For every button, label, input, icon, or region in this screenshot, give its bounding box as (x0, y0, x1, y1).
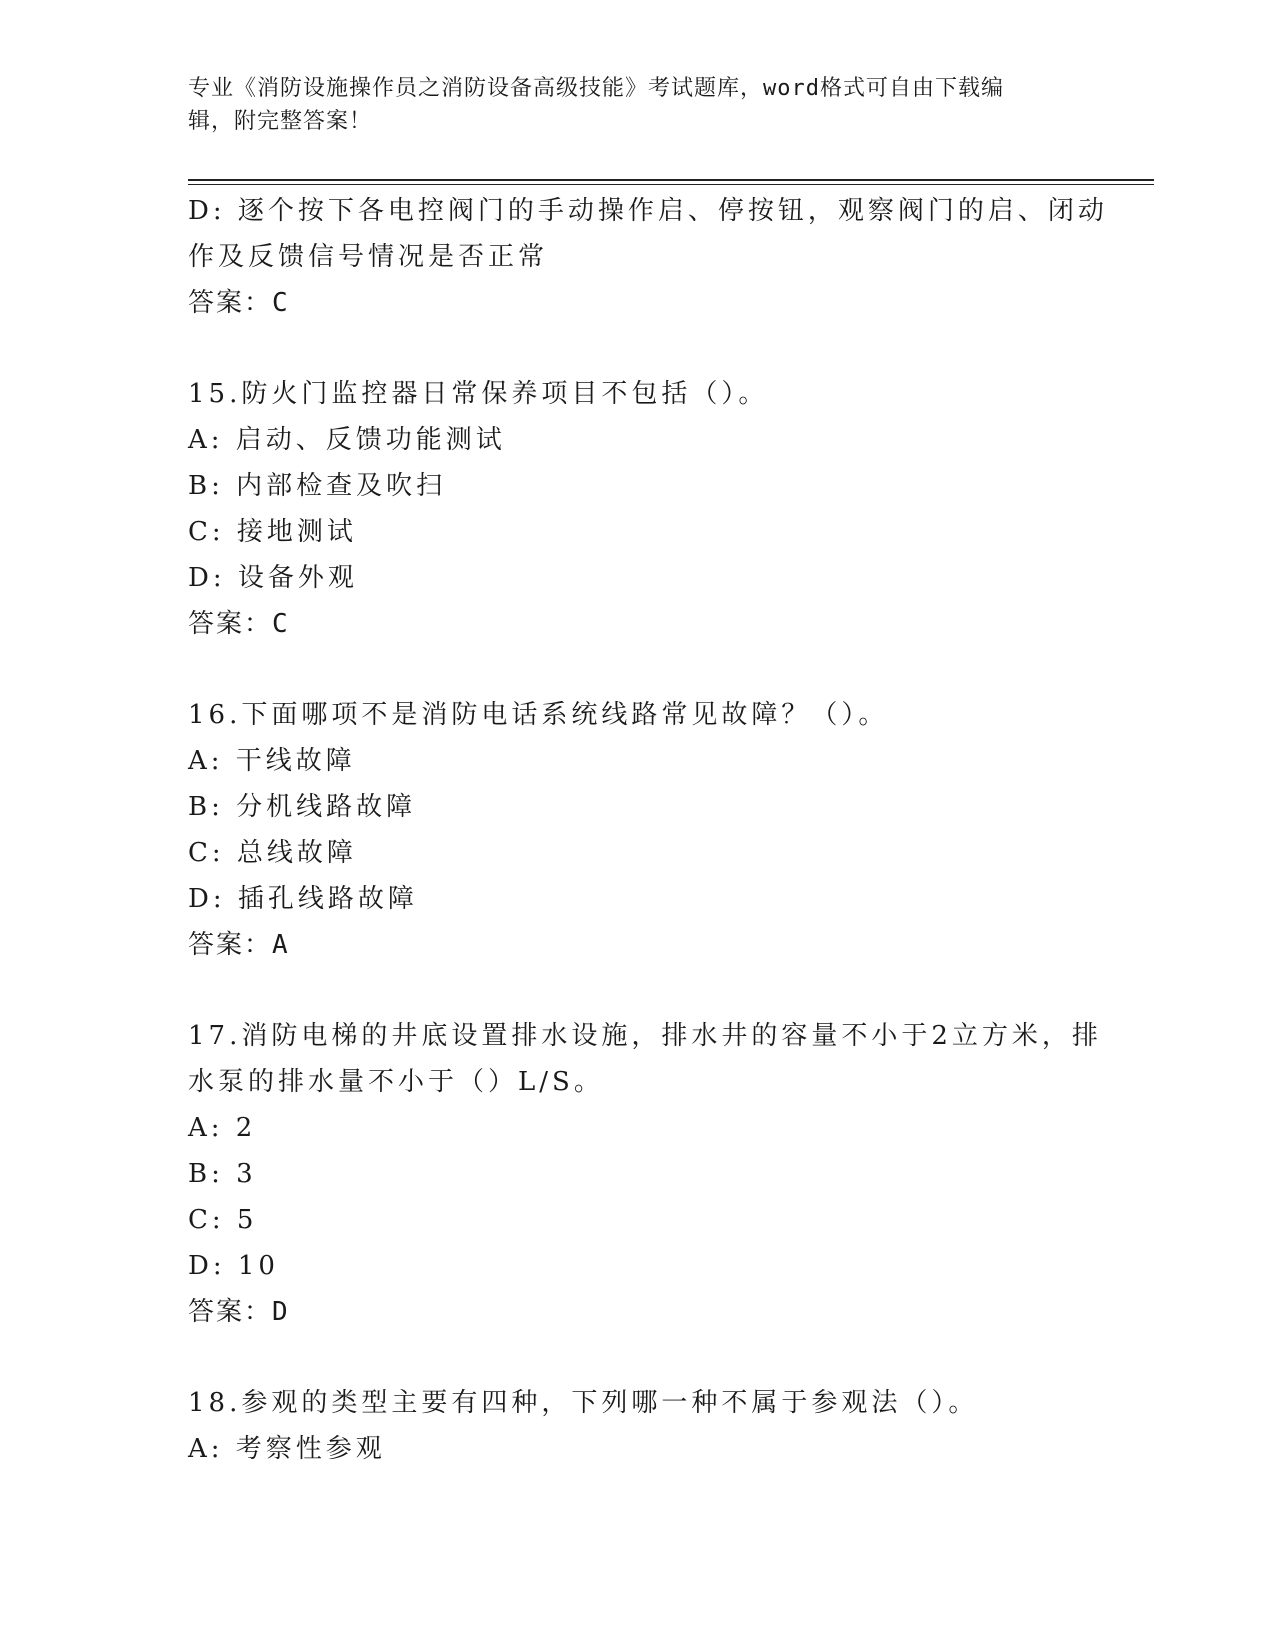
option-a: A: 干线故障 (188, 746, 356, 776)
question-stem: 15.防火门监控器日常保养项目不包括（）。 (188, 379, 769, 409)
answer-line: 答案：D (188, 1297, 290, 1327)
question-17 (188, 1013, 1102, 1335)
option-d: D: 设备外观 (188, 563, 358, 593)
option-b: B: 3 (188, 1159, 257, 1189)
answer-line: 答案：A (188, 930, 290, 960)
option-b: B: 分机线路故障 (188, 792, 417, 822)
answer-line: 答案：C (188, 288, 290, 318)
option-c: C: 总线故障 (188, 838, 357, 868)
carryover-question (188, 188, 1108, 326)
option-a: A: 考察性参观 (188, 1434, 386, 1464)
header-divider-top (188, 179, 1154, 181)
document-header (188, 72, 1088, 138)
option-d-continued: 作及反馈信号情况是否正常 (188, 242, 549, 272)
answer-line: 答案：C (188, 609, 290, 639)
header-line-2: 辑，附完整答案！ (188, 109, 373, 134)
option-b: B: 内部检查及吹扫 (188, 471, 447, 501)
option-c: C: 5 (188, 1205, 258, 1235)
question-stem: 17.消防电梯的井底设置排水设施，排水井的容量不小于2立方米，排 (188, 1021, 1102, 1051)
question-content (188, 188, 1108, 1472)
option-c: C: 接地测试 (188, 517, 357, 547)
header-line-1: 专业《消防设施操作员之消防设备高级技能》考试题库，word格式可自由下载编 (188, 76, 1004, 101)
header-divider-bottom (188, 184, 1154, 185)
question-15 (188, 371, 1088, 647)
question-stem: 16.下面哪项不是消防电话系统线路常见故障？（）。 (188, 700, 889, 730)
question-18 (188, 1380, 1088, 1472)
option-a: A: 2 (188, 1113, 257, 1143)
question-stem: 18.参观的类型主要有四种，下列哪一种不属于参观法（）。 (188, 1388, 979, 1418)
option-d: D: 逐个按下各电控阀门的手动操作启、停按钮，观察阀门的启、闭动 (188, 196, 1108, 226)
option-d: D: 插孔线路故障 (188, 884, 418, 914)
option-a: A: 启动、反馈功能测试 (188, 425, 506, 455)
option-d: D: 10 (188, 1251, 279, 1281)
question-16 (188, 692, 1088, 968)
question-stem-continued: 水泵的排水量不小于（）L/S。 (188, 1067, 604, 1097)
